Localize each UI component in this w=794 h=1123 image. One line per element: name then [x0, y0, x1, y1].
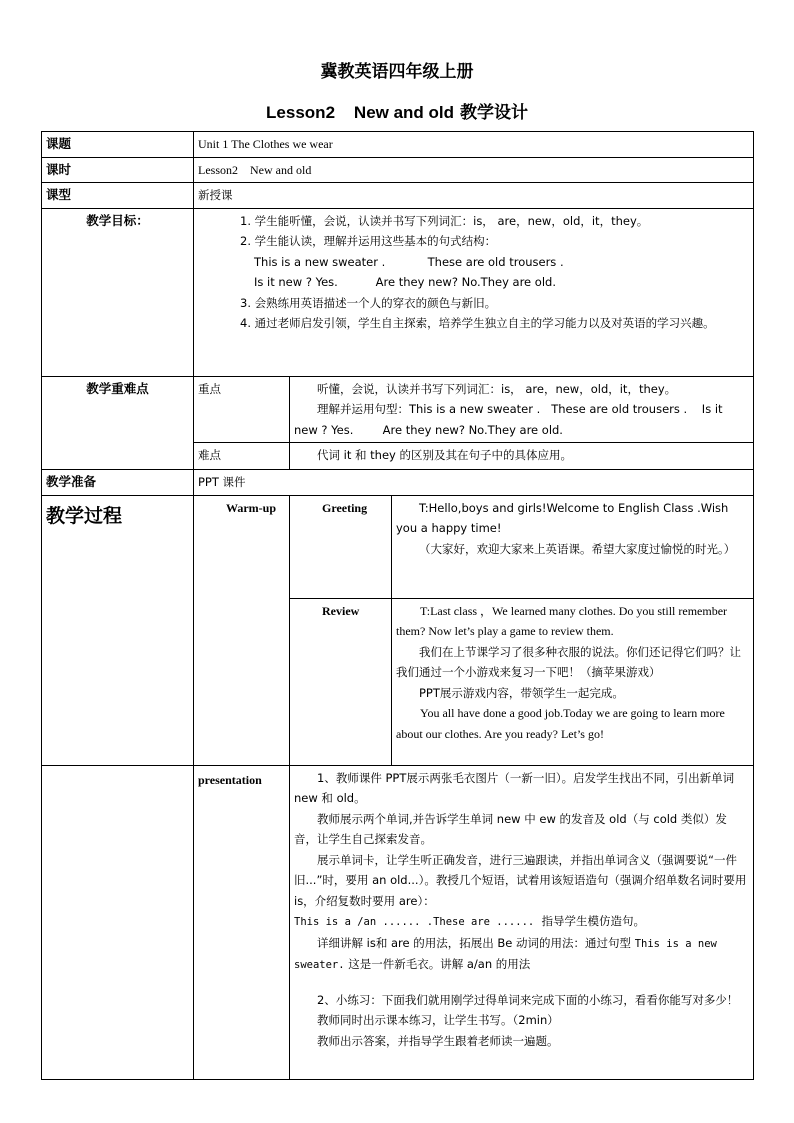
goal-item: Are they new? No.They are old.	[375, 275, 556, 289]
topic-value: Unit 1 The Clothes we wear	[194, 132, 754, 158]
key-label: 重点	[194, 376, 290, 443]
row-key-points	[42, 376, 754, 443]
key-points-label: 教学重难点	[42, 376, 194, 470]
document-title: 冀教英语四年级上册	[320, 62, 474, 82]
presentation-content	[290, 765, 754, 1079]
empty-cell	[42, 765, 194, 1079]
type-value: 新授课	[194, 183, 754, 209]
review-line: You all have done a good job.Today we are going to learn more about our clothes. Are you ready? Let’s go!	[396, 706, 725, 741]
presentation-para	[294, 933, 749, 976]
lesson-heading	[0, 98, 794, 123]
row-prep	[42, 470, 754, 496]
greeting-line: （大家好，欢迎大家来上英语课。希望大家度过愉悦的时光。）	[419, 541, 736, 556]
goals-label: 教学目标：	[42, 208, 194, 376]
prep-value: PPT 课件	[194, 470, 754, 496]
lesson-heading-en: Lesson2 New and old	[266, 103, 455, 122]
presentation-para: 教师同时出示课本练习，让学生书写。（2min）	[317, 1013, 559, 1027]
goal-sentences	[198, 272, 749, 293]
period-label: 课时	[42, 157, 194, 183]
goal-item: Is it new ? Yes.	[254, 275, 338, 289]
presentation-text: 这是一件新毛衣。讲解 a/an 的用法	[344, 957, 531, 971]
period-value: Lesson2 New and old	[194, 157, 754, 183]
goal-item: 3. 会熟练用英语描述一个人的穿衣的颜色与新旧。	[240, 295, 497, 310]
prep-label: 教学准备	[42, 470, 194, 496]
row-period	[42, 157, 754, 183]
greeting-label: Greeting	[290, 495, 392, 598]
presentation-para: 展示单词卡，让学生听正确发音，进行三遍跟读，并指出单词含义（强调要说“一件旧...”时，要用 an old...）。教授几个短语，试着用该短语造句（强调介绍单数名词时要用 is，介绍复数时要用 are）：	[294, 852, 747, 908]
key-content	[290, 376, 754, 443]
review-label: Review	[290, 598, 392, 765]
row-type	[42, 183, 754, 209]
goal-item: 1. 学生能听懂，会说，认读并书写下列词汇：is， are，new，old，it，they。	[240, 213, 649, 228]
presentation-para: 教师出示答案，并指导学生跟着老师读一遍题。	[317, 1033, 559, 1048]
goal-item: This is a new sweater .	[254, 254, 386, 269]
key-line: 理解并运用句型：This is a new sweater . These are old trousers . Is it new ? Yes. Are they new? No.They are old.	[294, 402, 727, 437]
presentation-text: 指导学生模仿造句。	[534, 914, 646, 928]
presentation-para: 教师展示两个单词,并告诉学生单词 new 中 ew 的发音及 old（与 cold 类似）发音，让学生自己探索发音。	[294, 811, 727, 846]
review-line: 我们在上节课学习了很多种衣服的说法。你们还记得它们吗？让我们通过一个小游戏来复习一下吧！（摘苹果游戏）	[396, 644, 741, 679]
presentation-para: 1、教师课件 PPT展示两张毛衣图片（一新一旧）。启发学生找出不同，引出新单词 new 和 old。	[294, 770, 735, 805]
row-presentation	[42, 765, 754, 1079]
process-label: 教学过程	[42, 495, 194, 765]
type-label: 课型	[42, 183, 194, 209]
topic-label: 课题	[42, 132, 194, 158]
key-line: 听懂，会说，认读并书写下列词汇：is， are，new，old，it，they。	[317, 381, 677, 396]
greeting-content	[392, 495, 754, 598]
presentation-text: 详细讲解 is和 are 的用法，拓展出 Be 动词的用法：通过句型	[317, 935, 635, 950]
goal-sentences	[198, 252, 749, 273]
presentation-label: presentation	[194, 765, 290, 1079]
goal-item: 2. 学生能认读，理解并运用这些基本的句式结构：	[240, 234, 497, 248]
lesson-heading-cn: 教学设计	[459, 103, 528, 123]
review-content	[392, 598, 754, 765]
row-topic	[42, 132, 754, 158]
greeting-line: T:Hello,boys and girls!Welcome to English Class .Wish you a happy time!	[396, 500, 729, 535]
goals-content	[194, 208, 754, 376]
presentation-para: 2、小练习：下面我们就用刚学过得单词来完成下面的小练习，看看你能写对多少！	[317, 992, 739, 1007]
lesson-plan-table	[41, 131, 754, 1080]
goal-item: These are old trousers .	[427, 254, 564, 269]
difficult-label: 难点	[194, 443, 290, 470]
review-line: PPT展示游戏内容，带领学生一起完成。	[419, 685, 624, 700]
difficult-content: 代词 it 和 they 的区别及其在句子中的具体应用。	[290, 443, 754, 470]
review-line: T:Last class ，We learned many clothes. Do you still remember them? Now let’s play a game to review them.	[396, 603, 728, 638]
sentence-pattern: This is a new sweater.	[294, 937, 717, 971]
warmup-label: Warm-up	[194, 495, 290, 765]
presentation-para	[294, 911, 749, 933]
row-greeting	[42, 495, 754, 598]
goal-item: 4. 通过老师启发引领，学生自主探索，培养学生独立自主的学习能力以及对英语的学习兴趣。	[240, 316, 715, 330]
sentence-pattern: This is a /an ...... .These are ......	[294, 916, 535, 928]
row-goals	[42, 208, 754, 376]
